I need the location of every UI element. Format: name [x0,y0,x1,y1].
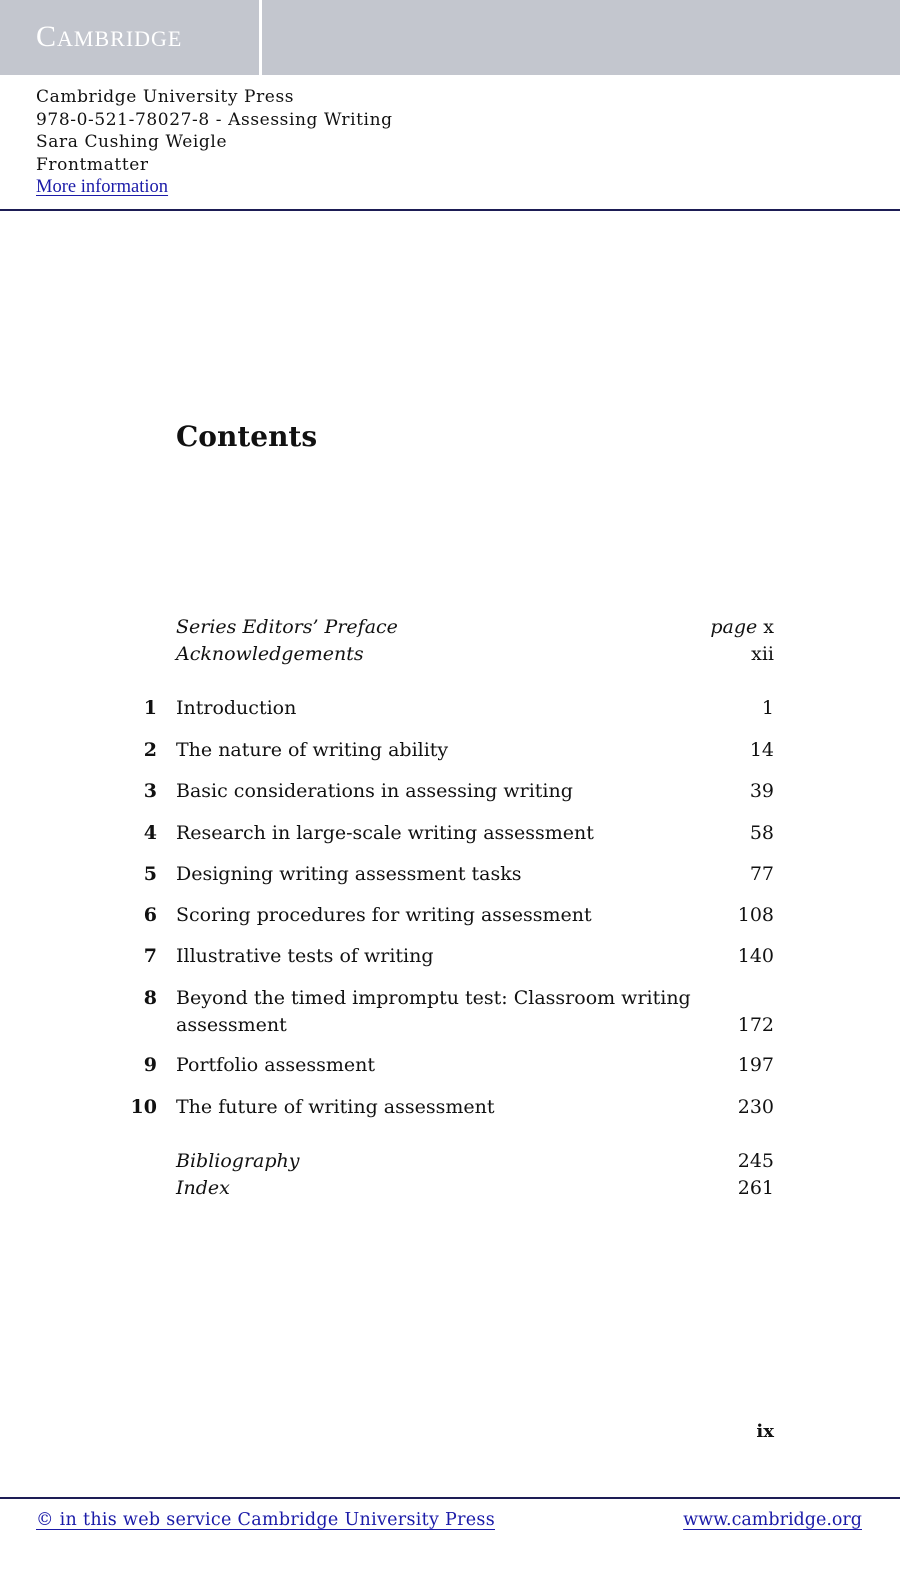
chapter-number: 4 [143,822,157,844]
copyright-link[interactable]: © in this web service Cambridge University Press [36,1510,495,1530]
toc-chapter-6 [0,901,900,929]
website-link[interactable]: www.cambridge.org [683,1510,862,1530]
chapter-page: 14 [749,739,774,761]
toc-chapter-8 [0,984,900,1012]
chapter-title: Basic considerations in assessing writing [176,780,573,802]
toc-entry-index [0,1174,900,1202]
chapter-number: 9 [143,1054,157,1076]
chapter-page: 140 [737,945,774,967]
page-number: ix [756,1421,774,1442]
chapter-title: The future of writing assessment [176,1096,495,1118]
chapter-page: 1 [761,697,774,719]
toc-entry-page: page x [710,616,774,638]
toc-entry-bibliography [0,1147,900,1175]
chapter-page: 230 [737,1096,774,1118]
section-name: Frontmatter [36,154,149,175]
chapter-number: 10 [130,1096,157,1118]
chapter-title: Designing writing assessment tasks [176,863,522,885]
header-rule [0,209,900,211]
toc-chapter-5 [0,860,900,888]
chapter-title-line2: assessment [176,1014,287,1036]
toc-entry-page: 261 [737,1177,774,1199]
toc-entry-acknowledgements [0,640,900,668]
more-information-link[interactable]: More information [36,177,169,197]
chapter-page: 39 [749,780,774,802]
chapter-title: Portfolio assessment [176,1054,375,1076]
publisher-name: Cambridge University Press [36,87,295,107]
toc-chapter-1 [0,694,900,722]
chapter-number: 2 [143,739,157,761]
toc-entry-page: 245 [737,1150,774,1172]
banner-divider [259,0,262,75]
chapter-page: 77 [749,863,774,885]
toc-chapter-2 [0,736,900,764]
book-metadata [36,86,393,199]
chapter-title: Introduction [176,697,297,719]
toc-chapter-10 [0,1093,900,1121]
toc-chapter-4 [0,819,900,847]
chapter-number: 5 [143,863,157,885]
isbn-title: 978-0-521-78027-8 - Assessing Writing [36,109,393,130]
chapter-number: 8 [143,987,157,1009]
chapter-title: Illustrative tests of writing [176,945,434,967]
footer-rule [0,1497,900,1499]
author-name: Sara Cushing Weigle [36,132,228,152]
toc-entry-page: xii [751,643,774,665]
toc-chapter-7 [0,942,900,970]
toc-entry-title: Bibliography [176,1150,300,1172]
chapter-page: 108 [737,904,774,926]
chapter-title: Research in large-scale writing assessment [176,822,594,844]
chapter-number: 3 [143,780,157,802]
publisher-banner [0,0,900,75]
page-title: Contents [176,420,318,453]
chapter-number: 6 [143,904,157,926]
toc-entry-preface [0,613,900,641]
chapter-page: 172 [737,1014,774,1036]
toc-entry-title: Acknowledgements [176,643,364,665]
chapter-title: Scoring procedures for writing assessment [176,904,592,926]
toc-chapter-8-continued [0,1011,900,1039]
chapter-title: The nature of writing ability [176,739,449,761]
toc-entry-title: Series Editors’ Preface [176,616,398,638]
toc-chapter-3 [0,777,900,805]
chapter-page: 197 [737,1054,774,1076]
chapter-page: 58 [749,822,774,844]
toc-chapter-9 [0,1051,900,1079]
chapter-number: 7 [143,945,157,967]
chapter-title-line1: Beyond the timed impromptu test: Classroom writing [176,987,691,1009]
cambridge-logo: CAMBRIDGE [36,20,183,53]
toc-entry-title: Index [176,1177,230,1199]
chapter-number: 1 [143,697,157,719]
